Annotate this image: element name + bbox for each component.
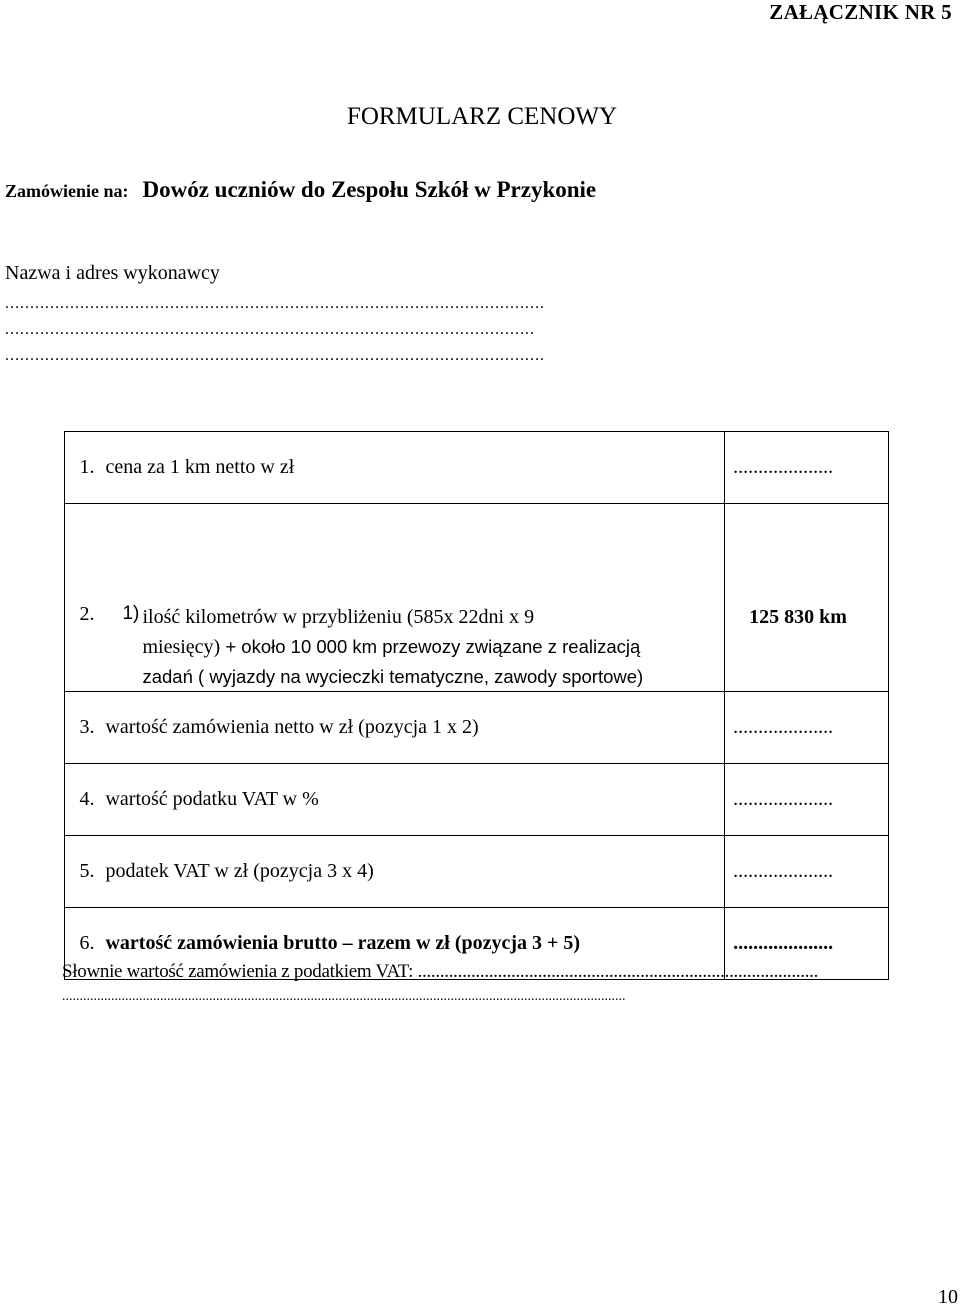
row-description: wartość zamówienia netto w zł (pozycja 1 x 2) [98, 692, 724, 764]
amount-in-words-line-2[interactable]: ................................................................................................................................................................. [62, 989, 626, 1004]
row-description-line-2: miesięcy) + około 10 000 km przewozy związane z realizacją [142, 636, 641, 658]
row-value-field[interactable]: .................... [725, 764, 889, 836]
row-number: 4. [65, 764, 99, 836]
row-value-field[interactable]: .................... [725, 908, 889, 980]
contractor-line-2[interactable]: .......................................................................................................... [5, 321, 535, 338]
table-row [65, 836, 889, 908]
row-description [98, 504, 724, 692]
table-row [65, 504, 889, 692]
row-description: cena za 1 km netto w zł [98, 432, 724, 504]
row-value-field[interactable]: .................... [725, 836, 889, 908]
order-line [5, 177, 596, 203]
contractor-label: Nazwa i adres wykonawcy [5, 262, 220, 284]
row-description-line-1: ilość kilometrów w przybliżeniu (585x 22dni x 9 [142, 606, 535, 628]
row-number: 3. [65, 692, 99, 764]
sub-item-number: 1) [122, 603, 140, 624]
row-value: 125 830 km [725, 504, 889, 692]
row-number: 1. [65, 432, 99, 504]
row-description-line-3: zadań ( wyjazdy na wycieczki tematyczne, zawody sportowe) [142, 666, 644, 687]
order-prefix: Zamówienie na: [5, 181, 129, 201]
table-row [65, 432, 889, 504]
amount-in-words-line[interactable]: Słownie wartość zamówienia z podatkiem VAT: .......................................................................................... [62, 961, 819, 982]
order-subject: Dowóz uczniów do Zespołu Szkół w Przykonie [142, 177, 597, 202]
table-row [65, 692, 889, 764]
table-row [65, 764, 889, 836]
row-value-field[interactable]: .................... [725, 432, 889, 504]
row-number: 5. [65, 836, 99, 908]
row-number: 2. [65, 504, 99, 692]
row-description: podatek VAT w zł (pozycja 3 x 4) [98, 836, 724, 908]
form-title: FORMULARZ CENOWY [346, 103, 618, 130]
row-value-field[interactable]: .................... [725, 692, 889, 764]
contractor-line-3[interactable]: ............................................................................................................ [5, 347, 545, 364]
attachment-label: ZAŁĄCZNIK NR 5 [769, 0, 952, 24]
row-number: 6. [65, 908, 99, 980]
contractor-line-1[interactable]: ............................................................................................................ [5, 295, 545, 312]
row-description: wartość podatku VAT w % [98, 764, 724, 836]
row-description: wartość zamówienia brutto – razem w zł (pozycja 3 + 5) [98, 908, 724, 980]
price-table [64, 431, 889, 980]
page-number: 10 [938, 1286, 958, 1308]
